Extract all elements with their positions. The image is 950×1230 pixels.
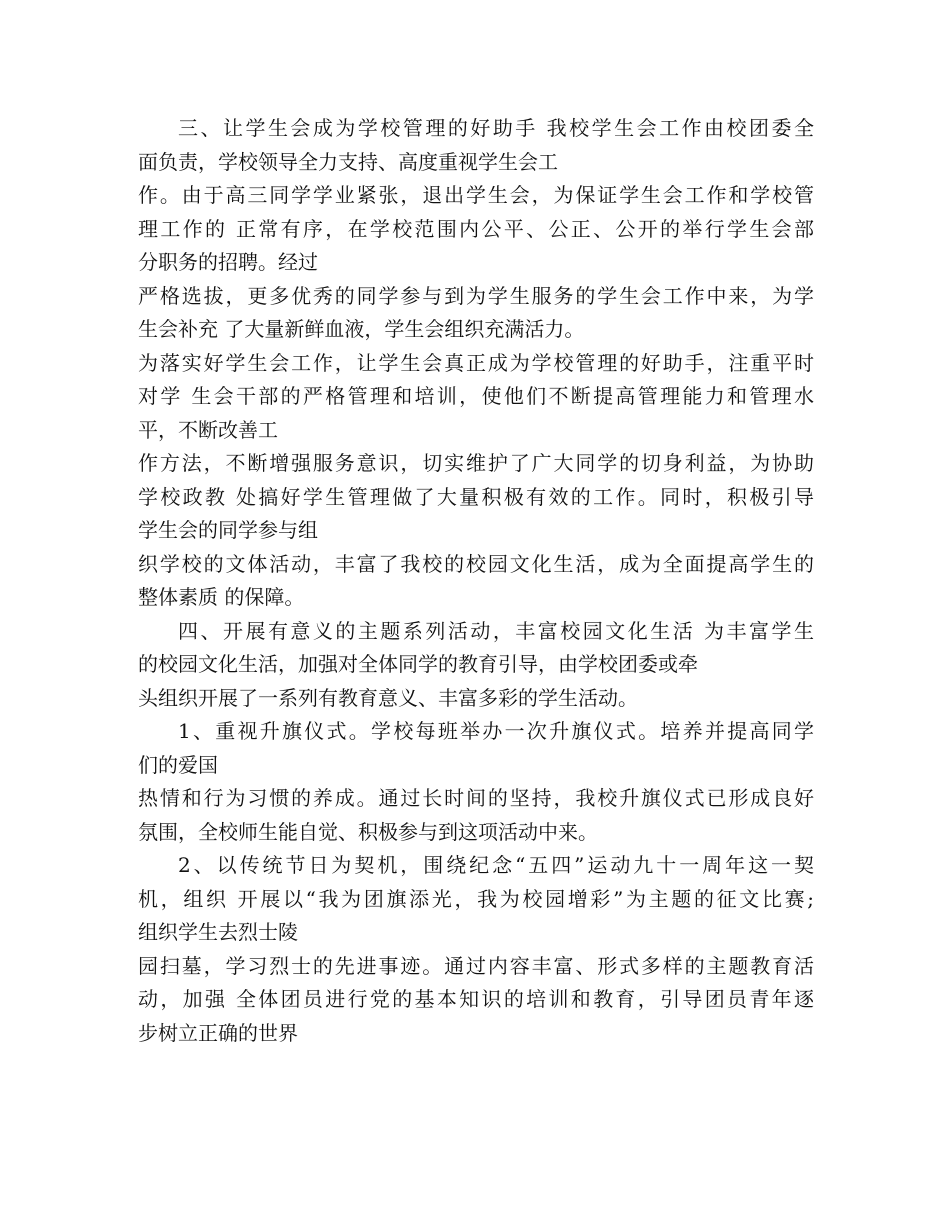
text-line: 机，组织 开展以“我为团旗添光，我为校园增彩”为主题的征文比赛;: [138, 886, 814, 911]
text-line: 整体素质 的保障。: [138, 585, 305, 609]
text-line: 们的爱国: [138, 752, 218, 777]
text-line: 园扫墓，学习烈士的先进事迹。通过内容丰富、形式多样的主题教育活: [138, 953, 814, 978]
text-line: 氛围，全校师生能自觉、积极参与到这项活动中来。: [138, 819, 598, 844]
text-line: 学校政教 处搞好学生管理做了大量积极有效的工作。同时，积极引导: [138, 484, 814, 509]
text-line: 组织学生去烈士陵: [138, 920, 298, 944]
text-line: 四、开展有意义的主题系列活动，丰富校园文化生活 为丰富学生: [178, 618, 814, 643]
text-line: 学生会的同学参与组: [138, 518, 318, 542]
text-line: 为落实好学生会工作，让学生会真正成为学校管理的好助手，注重平时: [138, 350, 814, 375]
text-line: 1、重视升旗仪式。学校每班举办一次升旗仪式。培养并提高同学: [178, 719, 814, 743]
text-line: 严格选拔，更多优秀的同学参与到为学生服务的学生会工作中来，为学: [138, 283, 814, 308]
text-line: 理工作的 正常有序，在学校范围内公平、公正、公开的举行学生会部: [138, 216, 814, 241]
text-line: 面负责，学校领导全力支持、高度重视学生会工: [138, 149, 558, 174]
text-line: 动，加强 全体团员进行党的基本知识的培训和教育，引导团员青年逐: [138, 987, 814, 1011]
text-line: 三、让学生会成为学校管理的好助手 我校学生会工作由校团委全: [178, 116, 814, 140]
text-line: 作方法，不断增强服务意识，切实维护了广大同学的切身利益，为协助: [138, 451, 814, 475]
text-line: 织学校的文体活动，丰富了我校的校园文化生活，成为全面提高学生的: [138, 551, 814, 576]
text-line: 作。由于高三同学学业紧张，退出学生会，为保证学生会工作和学校管: [138, 183, 814, 207]
text-line: 生会补充 了大量新鲜血液，学生会组织充满活力。: [138, 317, 585, 341]
text-line: 分职务的招聘。经过: [138, 250, 318, 274]
body-text: [138, 112, 814, 1050]
text-line: 平，不断改善工: [138, 417, 278, 442]
text-line: 头组织开展了一系列有教育意义、丰富多彩的学生活动。: [138, 685, 638, 710]
text-line: 对学 生会干部的严格管理和培训，使他们不断提高管理能力和管理水: [138, 384, 814, 408]
text-line: 热情和行为习惯的养成。通过长时间的坚持，我校升旗仪式已形成良好: [138, 786, 814, 810]
text-line: 的校园文化生活，加强对全体同学的教育引导，由学校团委或牵: [138, 652, 698, 676]
text-line: 2、以传统节日为契机，围绕纪念“五四”运动九十一周年这一契: [178, 853, 814, 877]
text-line: 步树立正确的世界: [138, 1020, 298, 1045]
